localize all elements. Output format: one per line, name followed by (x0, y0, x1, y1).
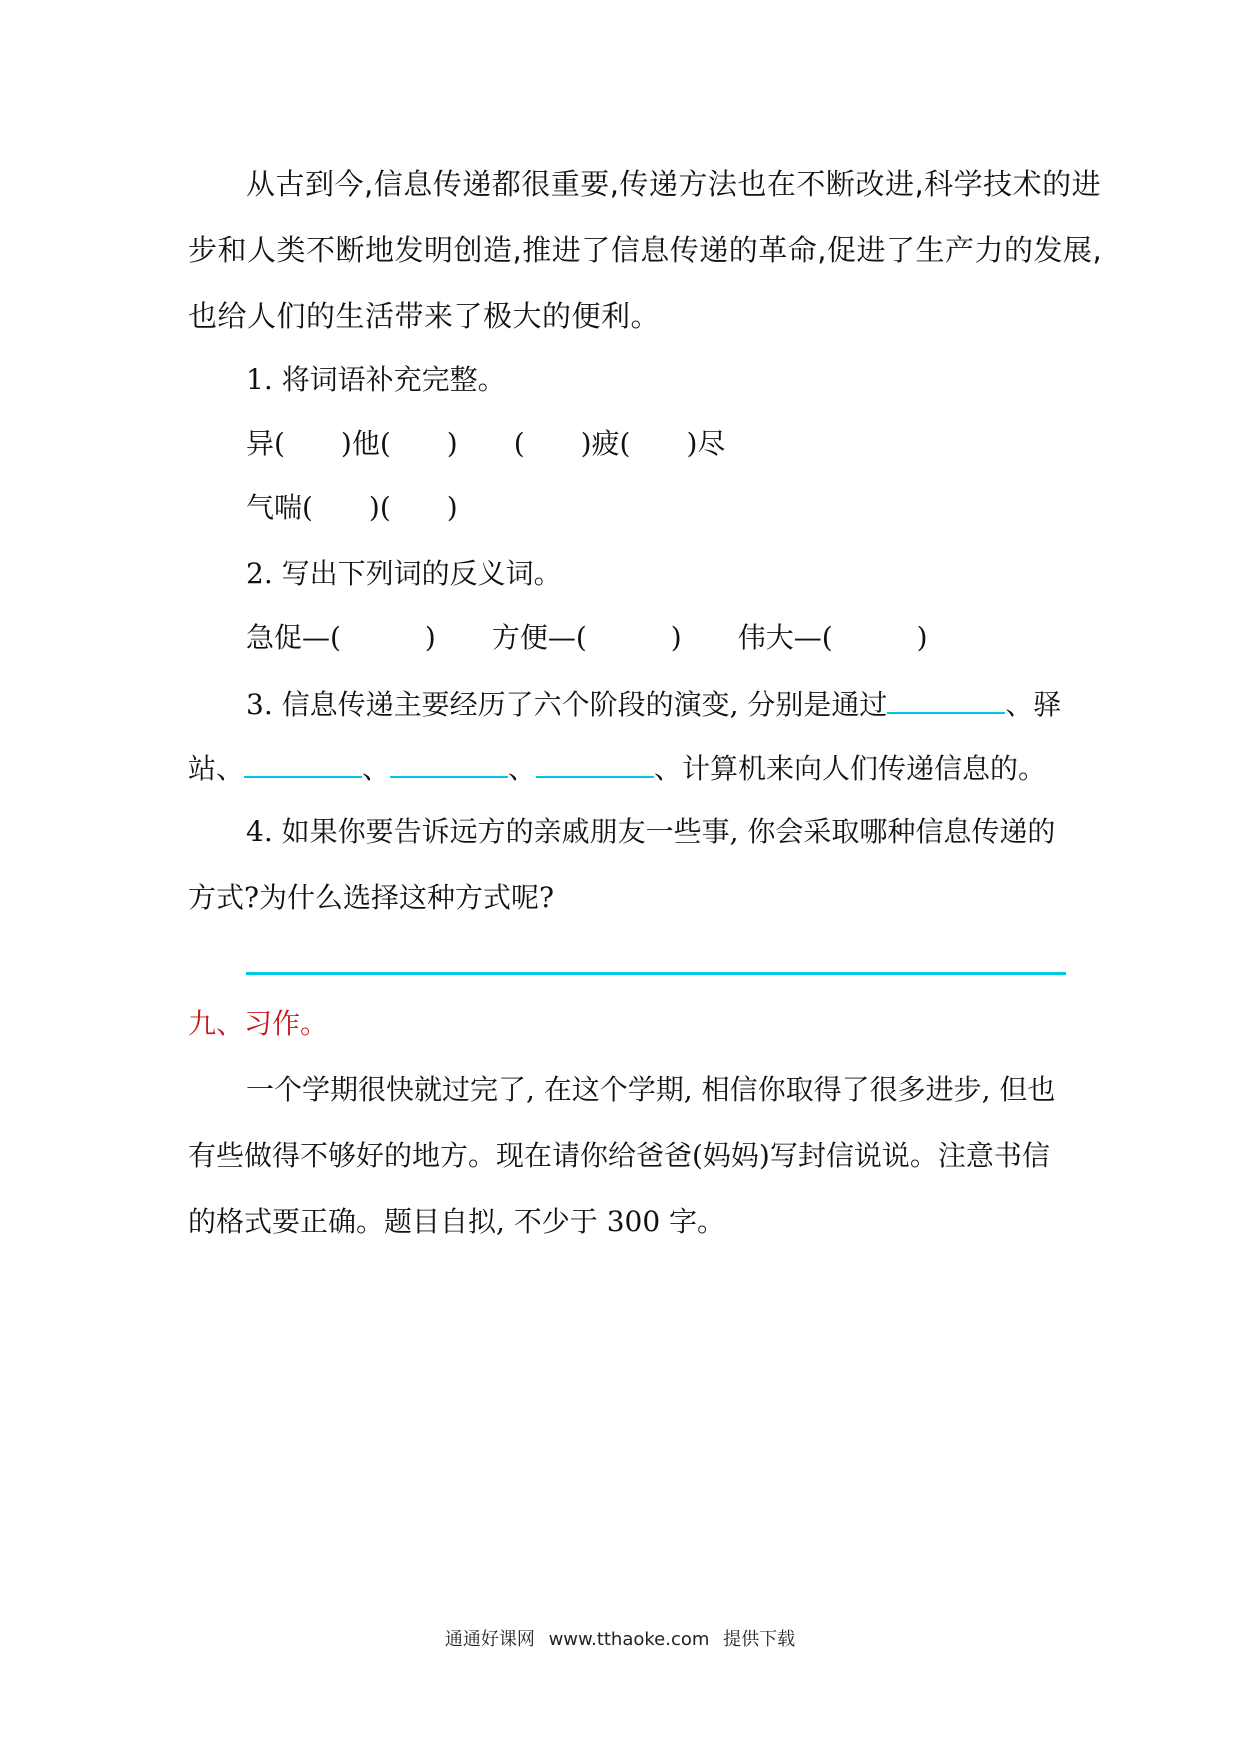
question-3-separator-2: 、 (508, 752, 537, 785)
question-1-row-2: 气喘( )( ) (246, 491, 458, 524)
answer-blank-2[interactable] (244, 748, 362, 778)
page-footer (0, 1625, 1240, 1651)
question-1-row-1: 异( )他( ) ( )疲( )尽 (246, 427, 726, 460)
question-4-line-2: 方式?为什么选择这种方式呢? (188, 881, 555, 914)
footer-url[interactable]: www.tthaoke.com (548, 1629, 710, 1650)
section-9-heading: 九、习作。 (188, 1007, 329, 1040)
footer-site-name: 通通好课网 (444, 1629, 535, 1650)
answer-blank-1[interactable] (887, 684, 1005, 714)
question-1-title: 1. 将词语补充完整。 (246, 363, 506, 396)
question-3-line-2-prefix: 站、 (188, 752, 245, 785)
question-2-row: 急促—( ) 方便—( ) 伟大—( ) (246, 621, 928, 654)
answer-blank-3[interactable] (390, 748, 508, 778)
passage-line-1: 从古到今,信息传递都很重要,传递方法也在不断改进,科学技术的进 (246, 167, 1102, 201)
question-3-line-1 (246, 684, 1061, 725)
question-3-line-1-prefix: 3. 信息传递主要经历了六个阶段的演变, 分别是通过 (246, 688, 888, 721)
answer-line[interactable] (246, 972, 1066, 975)
question-4-line-1: 4. 如果你要告诉远方的亲戚朋友一些事, 你会采取哪种信息传递的 (246, 815, 1056, 848)
question-3-separator-1: 、 (362, 752, 391, 785)
section-9-line-1: 一个学期很快就过完了, 在这个学期, 相信你取得了很多进步, 但也 (246, 1073, 1056, 1106)
passage-line-3: 也给人们的生活带来了极大的便利。 (188, 299, 661, 333)
section-9-line-2: 有些做得不够好的地方。现在请你给爸爸(妈妈)写封信说说。注意书信 (188, 1139, 1050, 1172)
footer-note: 提供下载 (723, 1629, 796, 1650)
question-3-line-1-suffix: 、驿 (1005, 688, 1062, 721)
passage-line-2: 步和人类不断地发明创造,推进了信息传递的革命,促进了生产力的发展, (188, 233, 1103, 267)
answer-blank-4[interactable] (536, 748, 654, 778)
question-3-line-2 (188, 748, 1046, 789)
section-9-line-3: 的格式要正确。题目自拟, 不少于 300 字。 (188, 1205, 726, 1238)
question-3-line-2-suffix: 、计算机来向人们传递信息的。 (654, 752, 1047, 785)
question-2-title: 2. 写出下列词的反义词。 (246, 557, 562, 590)
